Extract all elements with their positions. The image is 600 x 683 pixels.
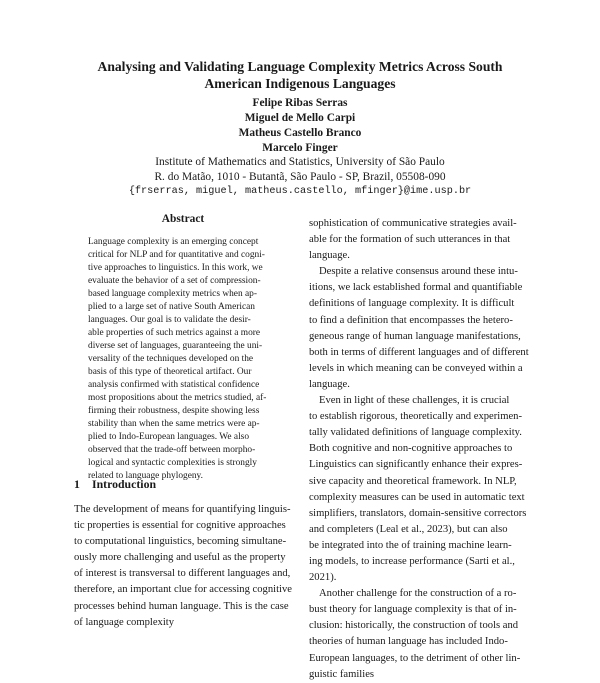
text-line: European languages, to the detriment of other lin- [309, 652, 521, 664]
author-name: Marcelo Finger [262, 142, 338, 154]
text-line: based language complexity metrics when ap- [88, 289, 257, 299]
section-heading [74, 477, 156, 492]
text-line: clusion: historically, the construction of tools and [309, 620, 519, 632]
text-line: language. [309, 378, 350, 390]
text-line: definitions of language complexity. It is difficult [309, 298, 515, 310]
author-name: Miguel de Mello Carpi [244, 112, 356, 124]
paper-title [60, 58, 540, 92]
text-line: itions, we lack established formal and quantifiable [309, 282, 523, 294]
text-line: Another challenge for the construction of a ro- [319, 588, 517, 600]
text-line: languages. Our goal is to validate the desir- [88, 315, 251, 325]
text-line: related to language phylogeny. [88, 471, 203, 481]
text-line: guistic families [309, 668, 375, 680]
text-line: versality of the techniques developed on the [88, 354, 254, 364]
text-line: diverse set of languages, guaranteeing the uni- [88, 341, 263, 351]
text-line: therefore, an important clue for accessing cognitive [74, 584, 292, 596]
text-line: firming their robustness, despite showing less [88, 406, 260, 416]
section-number: 1 [74, 477, 80, 491]
text-line: The development of means for quantifying linguis- [74, 504, 291, 515]
text-line: complexity measures can be used in automatic text [309, 491, 525, 503]
intro-text-left-column [74, 502, 294, 631]
text-line: Linguistics can significantly enhance their expres- [309, 459, 523, 471]
text-line: to computational linguistics, becoming simultane- [74, 536, 287, 548]
text-line: most propositions about the metrics studied, af- [88, 393, 267, 403]
text-line: be integrated into the of training machine learn- [309, 539, 512, 551]
text-line: of language complexity [74, 616, 175, 628]
text-line: evaluate the behavior of a set of compression- [88, 276, 261, 286]
text-line: basis of this type of theoretical artifact. Our [88, 367, 252, 377]
text-line: observed that the trade-off between morpho- [88, 445, 256, 455]
text-line: plied to Indo-European languages. We also [88, 432, 250, 442]
text-line: Despite a relative consensus around these intu- [319, 266, 518, 278]
text-line: logical and syntactic complexities is strongly [88, 458, 257, 468]
text-line: to find a definition that encompasses the hetero- [309, 314, 513, 326]
text-line: language. [309, 250, 350, 262]
affiliation-line: Institute of Mathematics and Statistics, University of São Paulo [155, 156, 445, 168]
text-line: Both cognitive and non-cognitive approaches to [309, 443, 513, 455]
text-line: 2021). [309, 572, 337, 584]
text-line: theories of human language has included Indo- [309, 636, 508, 648]
author-emails: {frserras, miguel, matheus.castello, mfinger}@ime.usp.br [128, 186, 472, 197]
text-line: able properties of such metrics against a more [88, 328, 261, 338]
text-line: ously more challenging and useful as the property [74, 552, 286, 564]
text-line: able for the formation of such utterances in that [309, 234, 511, 246]
text-line: Language complexity is an emerging concept [88, 237, 259, 247]
intro-text-right-column [309, 216, 529, 683]
text-line: bust theory for language complexity is that of in- [309, 604, 517, 616]
text-line: simplifiers, translators, domain-sensitive correctors [309, 507, 527, 519]
abstract-heading: Abstract [161, 213, 205, 225]
text-line: sive capacity and theoretical framework. In NLP, [309, 475, 517, 487]
text-line: to establish rigorous, theoretically and experimen- [309, 411, 522, 423]
text-line: levels in which meaning can be conveyed within a [309, 362, 523, 374]
author-name: Matheus Castello Branco [238, 127, 362, 139]
text-line: stability than when the same metrics were ap- [88, 419, 260, 429]
section-title: Introduction [92, 477, 157, 491]
text-line: plied to a large set of native South American [88, 302, 255, 312]
affiliation-line: R. do Matão, 1010 - Butantã, São Paulo - SP, Brazil, 05508-090 [154, 171, 446, 183]
text-line: tive approaches to linguistics. In this work, we [88, 263, 263, 273]
text-line: tally validated definitions of language complexity. [309, 427, 522, 439]
text-line: of interest is transversal to different languages and, [74, 568, 291, 580]
text-line: ing models, to increase performance (Sarti et al., [309, 555, 515, 567]
text-line: critical for NLP and for quantitative and cogni- [88, 250, 265, 260]
text-line: and completers (Leal et al., 2023), but can also [309, 523, 508, 535]
text-line: both in terms of different languages and of different [309, 346, 529, 358]
text-line: sophistication of communicative strategies avail- [309, 218, 517, 229]
text-line: tic properties is essential for cognitive approaches [74, 520, 286, 532]
author-name: Felipe Ribas Serras [252, 97, 348, 109]
text-line: geneous range of human language manifestations, [309, 330, 521, 342]
text-line: analysis confirmed with statistical confidence [88, 380, 260, 390]
paper-title-line: American Indigenous Languages [204, 76, 396, 91]
abstract-body [88, 236, 278, 483]
text-line: Even in light of these challenges, it is crucial [319, 395, 510, 407]
paper-title-line: Analysing and Validating Language Complexity Metrics Across South [97, 59, 503, 74]
text-line: processes behind human language. This is the case [74, 600, 289, 612]
